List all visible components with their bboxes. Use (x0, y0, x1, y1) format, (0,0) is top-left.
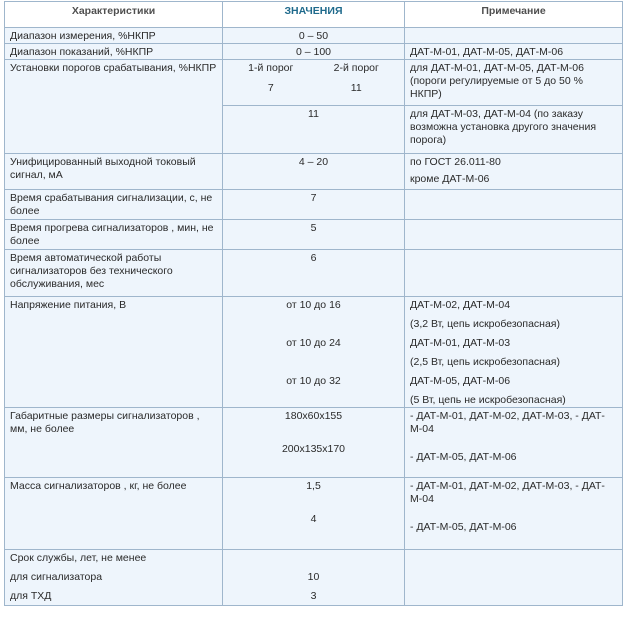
cell-note: для ДАТ-М-01, ДАТ-М-05, ДАТ-М-06 (пороги регулируемые от 5 до 50 % НКПР) (405, 60, 623, 106)
service-value: 10 (307, 571, 320, 583)
cell-value: 5 (223, 220, 405, 250)
header-values: ЗНАЧЕНИЯ (223, 2, 405, 28)
threshold-1-value: 7 (267, 82, 274, 94)
cell-characteristic: Время срабатывания сигнализации, с, не более (5, 190, 223, 220)
note-line: ДАТ-М-02, ДАТ-М-04 (410, 299, 511, 311)
table-row (5, 28, 623, 44)
note-line: ДАТ-М-01, ДАТ-М-03 (410, 337, 511, 349)
table-row (5, 190, 623, 220)
cell-note (405, 297, 623, 408)
cell-values-service (223, 550, 405, 606)
cell-characteristic: Унифицированный выходной токовый сигнал, мА (5, 154, 223, 190)
note-line: - ДАТ-М-01, ДАТ-М-02, ДАТ-М-03, - ДАТ-М-04 (410, 410, 605, 435)
table-row (5, 478, 623, 550)
header-characteristics: Характеристики (5, 2, 223, 28)
dimension-value: 200x135x170 (281, 443, 346, 455)
table-row (5, 154, 623, 190)
table-header-row (5, 2, 623, 28)
note-line: кроме ДАТ-М-06 (410, 173, 490, 185)
spec-table (4, 1, 623, 606)
mass-value: 4 (310, 513, 317, 525)
mass-value: 1,5 (306, 480, 321, 492)
cell-note (405, 478, 623, 550)
table-row (5, 297, 623, 408)
voltage-value: от 10 до 24 (286, 337, 341, 349)
cell-characteristic: Диапазон показаний, %НКПР (5, 44, 223, 60)
cell-value: 6 (223, 250, 405, 297)
voltage-value: от 10 до 32 (286, 375, 341, 387)
threshold-2-value: 11 (350, 82, 362, 94)
threshold-2-label: 2-й порог (333, 62, 379, 74)
note-line: - ДАТ-М-01, ДАТ-М-02, ДАТ-М-03, - ДАТ-М-04 (410, 480, 605, 505)
threshold-labels (228, 62, 399, 75)
cell-note: ДАТ-М-01, ДАТ-М-05, ДАТ-М-06 (405, 44, 623, 60)
cell-note (405, 250, 623, 297)
threshold-values (228, 82, 399, 95)
table-row (5, 220, 623, 250)
cell-characteristic (5, 550, 223, 606)
table-row (5, 408, 623, 478)
threshold-1-label: 1-й порог (248, 62, 294, 74)
cell-note (405, 190, 623, 220)
cell-values-mass (223, 478, 405, 550)
cell-characteristic: Время прогрева сигнализаторов , мин, не более (5, 220, 223, 250)
cell-value: 7 (223, 190, 405, 220)
service-life-label: Срок службы, лет, не менее (10, 552, 147, 564)
cell-note (405, 220, 623, 250)
cell-characteristic: Габаритные размеры сигнализаторов , мм, не более (5, 408, 223, 478)
note-line: (3,2 Вт, цепь искробезопасная) (410, 318, 560, 330)
cell-characteristic: Время автоматической работы сигнализаторов без технического обслуживания, мес (5, 250, 223, 297)
note-line: - ДАТ-М-05, ДАТ-М-06 (410, 451, 517, 463)
cell-note (405, 408, 623, 478)
cell-values-voltage (223, 297, 405, 408)
note-line: (5 Вт, цепь не искробезопасная) (410, 394, 566, 406)
header-note: Примечание (405, 2, 623, 28)
note-line: - ДАТ-М-05, ДАТ-М-06 (410, 521, 517, 533)
voltage-value: от 10 до 16 (286, 299, 341, 311)
cell-note (405, 550, 623, 606)
cell-characteristic: Диапазон измерения, %НКПР (5, 28, 223, 44)
cell-characteristic: Напряжение питания, В (5, 297, 223, 408)
cell-note: для ДАТ-М-03, ДАТ-М-04 (по заказу возможна установка другого значения порога) (405, 106, 623, 154)
table-row (5, 550, 623, 606)
cell-characteristic: Масса сигнализаторов , кг, не более (5, 478, 223, 550)
note-line: по ГОСТ 26.011-80 (410, 156, 501, 168)
table-row (5, 250, 623, 297)
cell-characteristic: Установки порогов срабатывания, %НКПР (5, 60, 223, 154)
cell-note (405, 28, 623, 44)
cell-note (405, 154, 623, 190)
service-life-sub: для ТХД (10, 590, 52, 602)
note-line: (2,5 Вт, цепь искробезопасная) (410, 356, 560, 368)
cell-value: 0 – 50 (223, 28, 405, 44)
table-row (5, 60, 623, 106)
cell-value: 11 (223, 106, 405, 154)
dimension-value: 180x60x155 (284, 410, 343, 422)
cell-value: 4 – 20 (223, 154, 405, 190)
service-value: 3 (310, 590, 317, 602)
note-line: ДАТ-М-05, ДАТ-М-06 (410, 375, 511, 387)
table-row (5, 44, 623, 60)
service-life-sub: для сигнализатора (10, 571, 103, 583)
cell-value-thresholds (223, 60, 405, 106)
cell-values-dimensions (223, 408, 405, 478)
cell-value: 0 – 100 (223, 44, 405, 60)
